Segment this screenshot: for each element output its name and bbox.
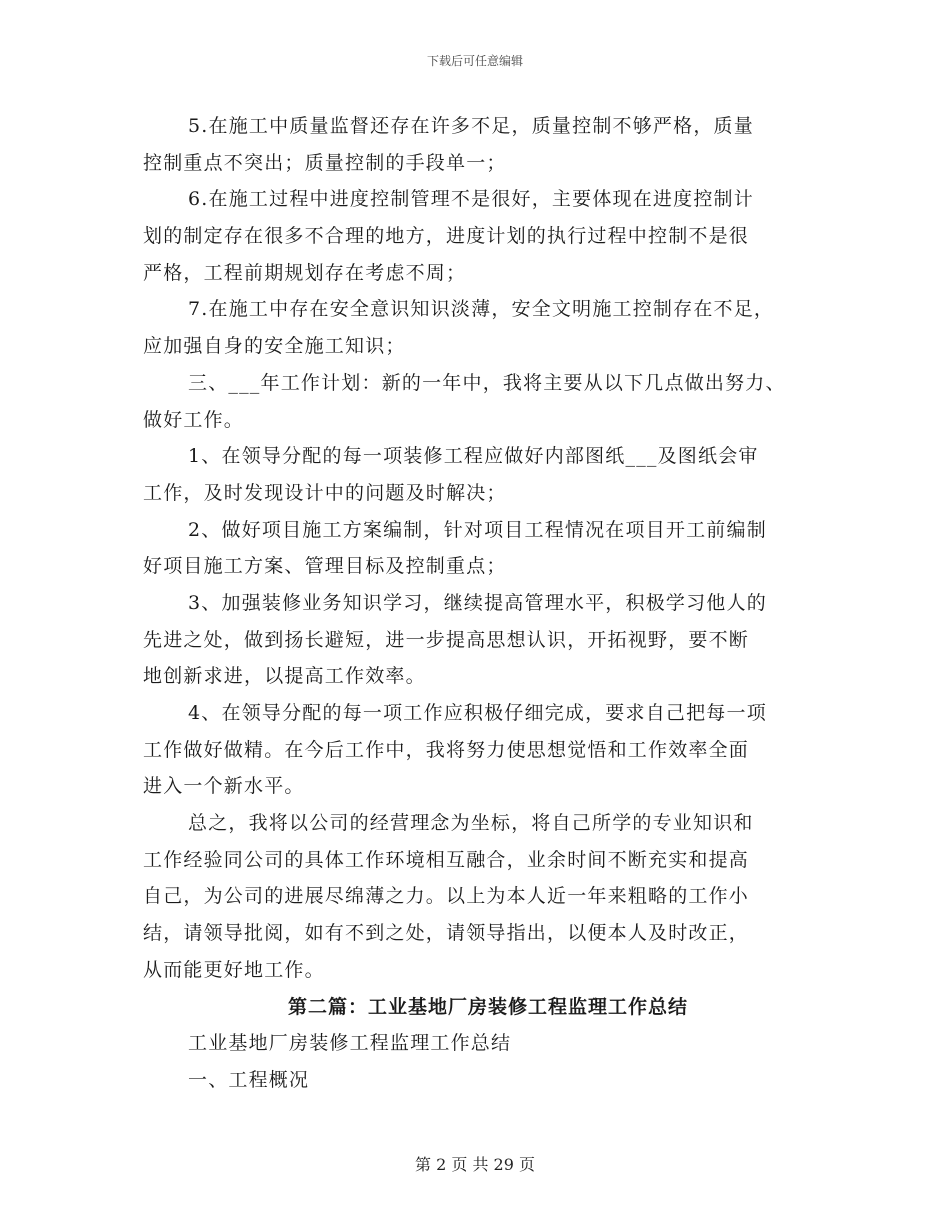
- text-line: 地创新求进，以提高工作效率。: [143, 665, 426, 688]
- text-line: 总之，我将以公司的经营理念为坐标，将自己所学的专业知识和: [188, 812, 754, 835]
- text-line: 严格，工程前期规划存在考虑不周；: [143, 261, 467, 284]
- text-line: 做好工作。: [143, 408, 245, 431]
- text-line: 先进之处，做到扬长避短，进一步提高思想认识，开拓视野，要不断: [143, 628, 750, 651]
- text-line: 好项目施工方案、管理目标及控制重点；: [143, 555, 507, 578]
- text-line: 进入一个新水平。: [143, 775, 305, 798]
- text-line: 工作经验同公司的具体工作环境相互融合，业余时间不断充实和提高: [143, 848, 750, 871]
- text-line: 工业基地厂房装修工程监理工作总结: [188, 1032, 512, 1055]
- text-line: 3、加强装修业务知识学习，继续提高管理水平，积极学习他人的: [188, 591, 767, 614]
- text-line: 划的制定存在很多不合理的地方，进度计划的执行过程中控制不是很: [143, 225, 750, 248]
- text-line: 从而能更好地工作。: [143, 958, 325, 981]
- text-line: 4、在领导分配的每一项工作应积极仔细完成，要求自己把每一项: [188, 702, 767, 724]
- text-line: 控制重点不突出；质量控制的手段单一；: [143, 151, 507, 174]
- section-heading: 第二篇：工业基地厂房装修工程监理工作总结: [287, 995, 688, 1018]
- text-line: 应加强自身的安全施工知识；: [143, 335, 406, 358]
- text-line: 2、做好项目施工方案编制，针对项目工程情况在项目开工前编制: [188, 518, 767, 541]
- text-line: 7.在施工中存在安全意识知识淡薄，安全文明施工控制存在不足，: [188, 298, 775, 321]
- page-footer: 第 2 页 共 29 页: [415, 1155, 535, 1174]
- text-line: 工作，及时发现设计中的问题及时解决；: [143, 481, 507, 504]
- text-line: 5.在施工中质量监督还存在许多不足，质量控制不够严格，质量: [188, 115, 754, 137]
- text-line: 工作做好做精。在今后工作中，我将努力使思想觉悟和工作效率全面: [143, 738, 750, 761]
- document-body: [143, 108, 833, 1099]
- text-line: 一、工程概况: [188, 1068, 310, 1091]
- text-line: 1、在领导分配的每一项装修工程应做好内部图纸___及图纸会审: [188, 445, 759, 468]
- text-line: 6.在施工过程中进度控制管理不是很好，主要体现在进度控制计: [188, 188, 754, 211]
- page-header: 下载后可任意编辑: [426, 54, 523, 68]
- text-line: 三、___年工作计划：新的一年中，我将主要从以下几点做出努力、: [188, 371, 786, 394]
- text-line: 自己，为公司的进展尽绵薄之力。以上为本人近一年来粗略的工作小: [143, 885, 750, 908]
- text-line: 结，请领导批阅，如有不到之处，请领导指出，以便本人及时改正，: [143, 922, 750, 945]
